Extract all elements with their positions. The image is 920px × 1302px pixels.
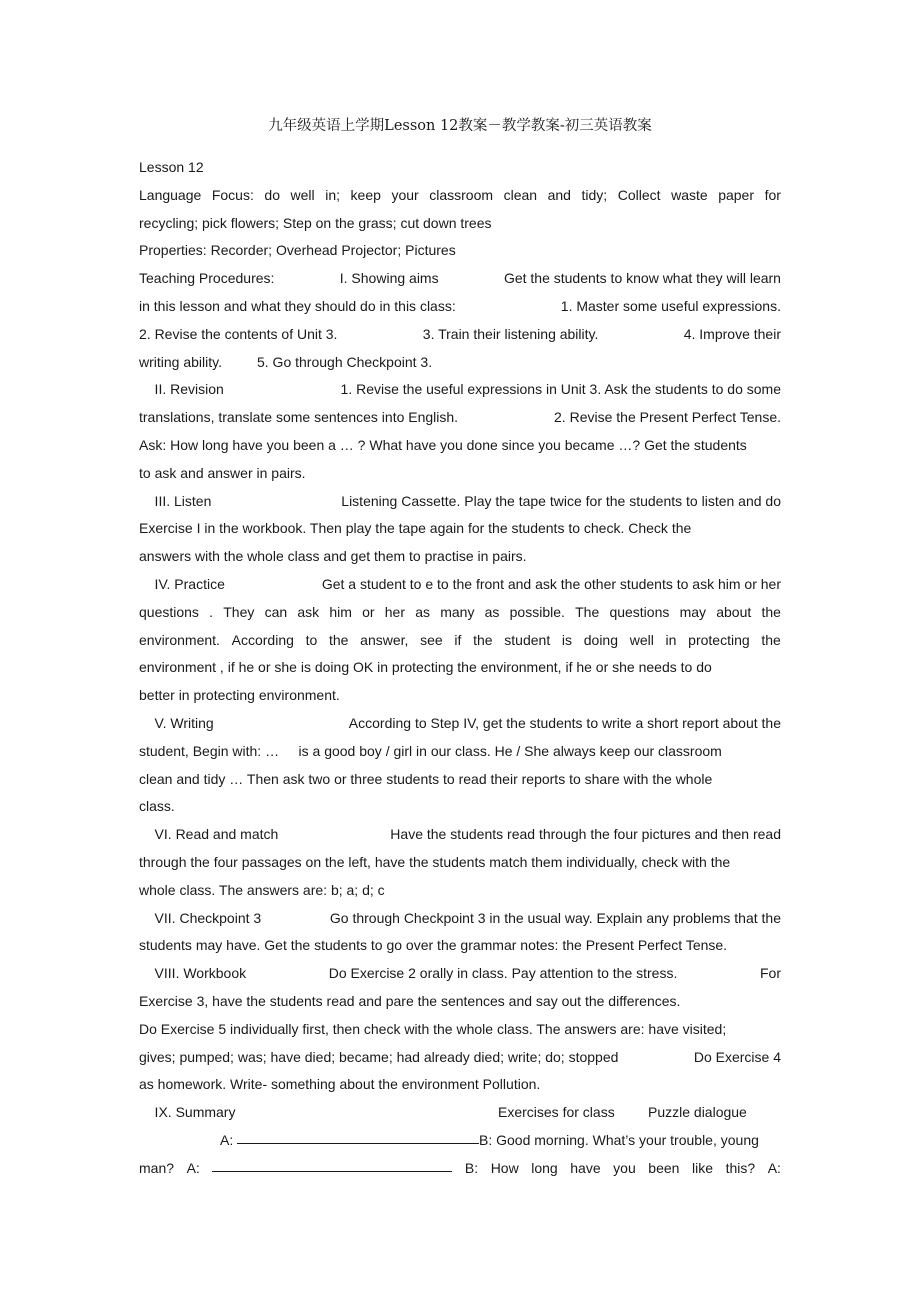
speaker-a: A: xyxy=(220,1131,234,1148)
dialogue-text: B: xyxy=(464,1159,479,1176)
text-segment: VI. Read and match xyxy=(139,826,279,843)
text-line xyxy=(139,793,781,821)
text-segment: III. Listen xyxy=(139,492,212,509)
text-line xyxy=(139,821,781,849)
text-line xyxy=(139,265,781,293)
text-segment: class. xyxy=(139,798,175,815)
text-segment: Get a student to e to the front and ask the other students to ask him or her xyxy=(321,575,781,592)
dialogue-text: like xyxy=(692,1159,714,1176)
dialogue-text: A: xyxy=(767,1159,781,1176)
text-segment: student xyxy=(504,631,551,648)
text-line xyxy=(139,543,781,571)
text-segment: may xyxy=(679,603,707,620)
text-segment: for xyxy=(764,186,781,203)
text-segment: whole class. The answers are: b; a; d; c xyxy=(139,881,385,898)
text-segment: Have the students read through the four pictures and then read xyxy=(390,826,781,843)
dialogue-text: you xyxy=(613,1159,636,1176)
text-segment: see xyxy=(420,631,443,648)
text-segment: him xyxy=(329,603,352,620)
text-segment: as xyxy=(484,603,500,620)
text-segment: Teaching Procedures: xyxy=(139,270,275,287)
text-segment: 1. Revise the useful expressions in Unit 3. Ask the students to do some xyxy=(340,381,781,398)
text-line xyxy=(139,321,781,349)
text-line xyxy=(139,488,781,516)
text-line xyxy=(139,738,781,766)
dialogue-text: How xyxy=(490,1159,519,1176)
text-segment: 1. Master some useful expressions. xyxy=(560,297,781,314)
text-segment: well xyxy=(629,631,654,648)
text-segment: For xyxy=(759,965,781,982)
text-segment: student, Begin with: … is a good boy / girl in our class. He / She always keep our classroom xyxy=(139,742,722,759)
text-segment: answers with the whole class and get them to practise in pairs. xyxy=(139,548,527,565)
text-line xyxy=(139,627,781,655)
text-line xyxy=(139,182,781,210)
text-line xyxy=(139,682,781,710)
text-line xyxy=(139,849,781,877)
dialogue-line xyxy=(139,1155,781,1183)
text-segment: Collect xyxy=(617,186,661,203)
text-line xyxy=(139,1044,781,1072)
text-segment: Ask: How long have you been a … ? What have you done since you became …? Get the students xyxy=(139,436,747,453)
text-segment: recycling; pick flowers; Step on the grass; cut down trees xyxy=(139,214,492,231)
text-segment: 2. Revise the contents of Unit 3. xyxy=(139,325,338,342)
text-segment: According xyxy=(231,631,294,648)
text-line xyxy=(139,349,781,377)
text-segment: environment , if he or she is doing OK in protecting the environment, if he or she needs to do xyxy=(139,659,712,676)
text-segment: answer, xyxy=(360,631,409,648)
dialogue-text: this? xyxy=(725,1159,756,1176)
summary-line xyxy=(139,1099,781,1127)
text-segment: in; xyxy=(325,186,340,203)
text-segment: writing ability. 5. Go through Checkpoint 3. xyxy=(139,353,433,370)
text-segment: environment. xyxy=(139,631,220,648)
text-line xyxy=(139,460,781,488)
text-segment: VII. Checkpoint 3 xyxy=(139,909,262,926)
text-segment: They xyxy=(223,603,255,620)
text-segment: keep xyxy=(350,186,381,203)
text-line xyxy=(139,877,781,905)
text-segment: Do Exercise 2 orally in class. Pay attention to the stress. xyxy=(328,965,678,982)
text-line xyxy=(139,515,781,543)
dialogue-line xyxy=(139,1127,781,1155)
text-segment: According to Step IV, get the students to write a short report about the xyxy=(348,714,781,731)
text-segment: is xyxy=(561,631,573,648)
text-segment: Do Exercise 5 individually first, then check with the whole class. The answers are: have visited; xyxy=(139,1020,727,1037)
dialogue-text: long xyxy=(531,1159,558,1176)
text-segment: VIII. Workbook xyxy=(139,965,247,982)
text-segment: through the four passages on the left, have the students match them individually, check with the xyxy=(139,853,731,870)
text-segment: if xyxy=(454,631,462,648)
puzzle-label: Puzzle dialogue xyxy=(648,1104,747,1121)
text-segment: Focus: xyxy=(211,186,254,203)
text-line xyxy=(139,988,781,1016)
text-segment: gives; pumped; was; have died; became; had already died; write; do; stopped xyxy=(139,1048,619,1065)
summary-heading: IX. Summary xyxy=(139,1104,236,1121)
text-segment: as xyxy=(415,603,430,620)
text-line xyxy=(139,932,781,960)
document-body xyxy=(139,154,781,1182)
dialogue-text: been xyxy=(648,1159,680,1176)
text-segment: The xyxy=(575,603,600,620)
text-segment: questions xyxy=(609,603,670,620)
text-line xyxy=(139,1071,781,1099)
text-segment: to xyxy=(305,631,318,648)
text-line xyxy=(139,376,781,404)
text-line xyxy=(139,766,781,794)
text-segment: Exercise 3, have the students read and pare the sentences and say out the differences. xyxy=(139,992,681,1009)
text-segment: doing xyxy=(583,631,619,648)
text-segment: Get the students to know what they will learn xyxy=(503,270,781,287)
text-segment: tidy; xyxy=(581,186,608,203)
dialogue-text: have xyxy=(570,1159,601,1176)
text-segment: classroom xyxy=(429,186,494,203)
text-segment: the xyxy=(761,603,781,620)
text-segment: I. Showing aims xyxy=(339,270,439,287)
text-segment: Listening Cassette. Play the tape twice for the students to listen and do xyxy=(341,492,781,509)
text-segment: in this lesson and what they should do in this class: xyxy=(139,297,456,314)
text-line xyxy=(139,571,781,599)
text-segment: better in protecting environment. xyxy=(139,687,340,704)
text-segment: to ask and answer in pairs. xyxy=(139,464,306,481)
text-line xyxy=(139,1016,781,1044)
dialogue-text: B: Good morning. What’s your trouble, young xyxy=(479,1131,759,1148)
text-segment: . xyxy=(209,603,214,620)
text-segment: clean and tidy … Then ask two or three students to read their reports to share with the whole xyxy=(139,770,713,787)
dialogue-text: man? xyxy=(139,1159,175,1176)
text-segment: questions xyxy=(139,603,199,620)
answer-blank[interactable] xyxy=(237,1127,479,1144)
text-segment: II. Revision xyxy=(139,381,224,398)
text-line xyxy=(139,710,781,738)
text-line xyxy=(139,960,781,988)
text-segment: well xyxy=(290,186,315,203)
text-segment: students may have. Get the students to go over the grammar notes: the Present Perfect Tense. xyxy=(139,937,728,954)
text-segment: Properties: Recorder; Overhead Projector; Pictures xyxy=(139,242,456,259)
text-segment: her xyxy=(384,603,405,620)
text-line xyxy=(139,293,781,321)
text-segment: Language xyxy=(139,186,202,203)
text-segment: ask xyxy=(297,603,320,620)
text-line xyxy=(139,404,781,432)
text-segment: possible. xyxy=(509,603,565,620)
text-line xyxy=(139,654,781,682)
text-line xyxy=(139,237,781,265)
text-segment: do xyxy=(264,186,280,203)
text-line xyxy=(139,432,781,460)
document-title: 九年级英语上学期Lesson 12教案－教学教案-初三英语教案 xyxy=(268,118,652,134)
text-segment: the xyxy=(473,631,493,648)
text-segment: translations, translate some sentences into English. xyxy=(139,409,459,426)
text-segment: the xyxy=(761,631,781,648)
text-segment: waste xyxy=(671,186,708,203)
text-segment: or xyxy=(362,603,375,620)
text-line xyxy=(139,599,781,627)
text-segment: clean xyxy=(503,186,538,203)
text-segment: the xyxy=(329,631,349,648)
answer-blank[interactable] xyxy=(212,1155,452,1172)
text-segment: about xyxy=(716,603,752,620)
exercises-label: Exercises for class xyxy=(498,1104,615,1121)
text-segment: 2. Revise the Present Perfect Tense. xyxy=(554,409,781,426)
text-segment: your xyxy=(391,186,419,203)
text-segment: Lesson 12 xyxy=(139,159,204,175)
text-segment: Exercise I in the workbook. Then play the tape again for the students to check. Check the xyxy=(139,520,692,537)
text-segment: paper xyxy=(718,186,755,203)
text-segment: many xyxy=(440,603,475,620)
text-line xyxy=(139,905,781,933)
text-segment: Go through Checkpoint 3 in the usual way. Explain any problems that the xyxy=(329,909,781,926)
text-segment: in xyxy=(665,631,677,648)
text-line xyxy=(139,210,781,238)
speaker-a: A: xyxy=(186,1159,200,1176)
text-segment: can xyxy=(264,603,288,620)
text-segment: V. Writing xyxy=(139,714,214,731)
text-segment: 4. Improve their xyxy=(683,325,781,342)
text-segment: protecting xyxy=(688,631,750,648)
text-segment: 3. Train their listening ability. xyxy=(422,325,599,342)
text-line xyxy=(139,154,781,182)
text-segment: Do Exercise 4 xyxy=(693,1048,781,1065)
text-segment: IV. Practice xyxy=(139,575,225,592)
text-segment: and xyxy=(547,186,571,203)
text-segment: as homework. Write- something about the environment Pollution. xyxy=(139,1076,541,1093)
